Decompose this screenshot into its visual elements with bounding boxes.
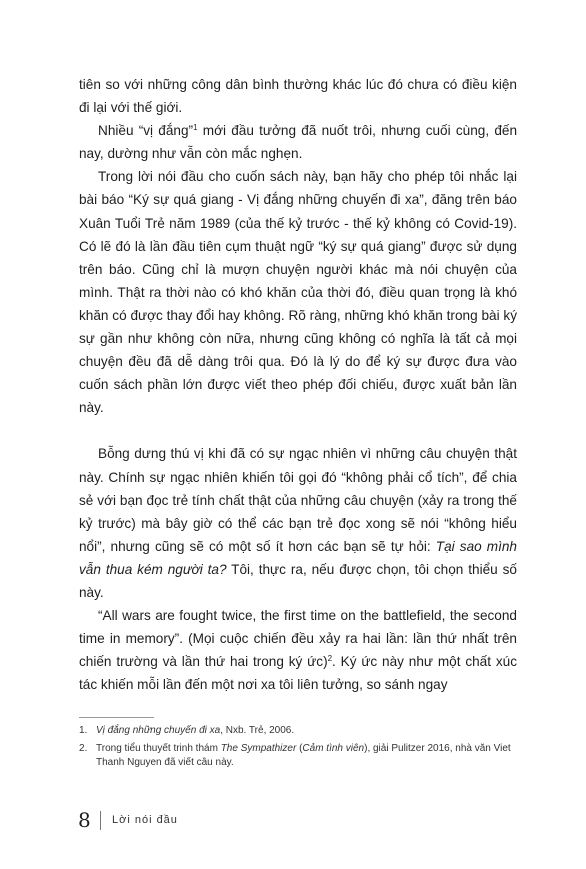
footnote-title: The Sympathizer: [220, 742, 297, 754]
footnote-ref: 2: [327, 654, 333, 664]
footnote-divider: [79, 717, 154, 718]
text-run: ), giải Pulitzer 2016, nhà văn Viet Thanh Nguyen đã viết câu này.: [96, 742, 511, 768]
text-run: Bỗng dưng thú vị khi đã có sự ngạc nhiên vì những câu chuyện thật này. Chính sự ngạc nhiên khiến tôi gọi đó “không phải cổ tích”, để chia sẻ với bạn đọc trẻ tính chất thật của những câu chuyện (xảy ra trong thế kỷ trước) mà bây giờ có thể các bạn trẻ đọc xong sẽ nói “không hiểu nổi”, nhưng cũng sẽ có một số ít hơn các bạn sẽ tự hỏi:: [79, 446, 517, 554]
text-run: “All wars are fought twice, the first time on the battlefield, the second time in memory”. (Mọi cuộc chiến đều xảy ra hai lần: lần thứ nhất trên chiến trường và lần thứ hai trong ký ức): [79, 608, 517, 670]
text-run: mới đầu tưởng đã nuốt trôi, nhưng cuối cùng, đến nay, dường như vẫn còn mắc nghẹn.: [79, 123, 518, 162]
footnote-ref: 1: [193, 123, 198, 133]
paragraph: [79, 604, 517, 696]
text-run: (: [296, 742, 303, 754]
page-number: 8: [78, 808, 91, 832]
text-run: . Ký ức này như một chất xúc tác khiến mỗi lần đến một nơi xa tôi liên tưởng, so sánh ngay: [79, 654, 517, 693]
paragraph: Trong lời nói đầu cho cuốn sách này, bạn hãy cho phép tôi nhắc lại bài báo “Ký sự quá giang - Vị đắng những chuyến đi xa”, đăng trên báo Xuân Tuổi Trẻ năm 1989 (của thế kỷ trước - thế kỷ không có Covid-19). Có lẽ đó là lần đầu tiên cụm thuật ngữ “ký sự quá giang” được sử dụng trên báo. Cũng chỉ là mượn chuyện người khác mà nói chuyện của mình. Thật ra thời nào có khó khăn của thời đó, điều quan trọng là khó khăn có được thay đổi hay không. Rõ ràng, những khó khăn trong bài ký sự gần như không còn nữa, nhưng cũng không có nghĩa là tất cả mọi chuyện đều đã dễ dàng trôi qua. Đó là lý do để ký sự được đưa vào cuốn sách phần lớn được viết theo phép đối chiếu, được xuất bản lần này.: [79, 169, 517, 416]
footnote-number: 2.: [79, 742, 88, 754]
footnote: [79, 742, 519, 771]
running-title: Lời nói đầu: [112, 814, 178, 826]
paragraph: [79, 442, 517, 604]
paragraph: [79, 119, 517, 165]
footer-divider: [100, 811, 101, 830]
paragraph: tiên so với những công dân bình thường khác lúc đó chưa có điều kiện đi lại với thế giới.: [79, 77, 517, 116]
footnote-number: 1.: [79, 725, 88, 736]
footnotes: [79, 724, 519, 774]
body-text: [79, 73, 517, 696]
footnote-title: Cảm tình viên: [302, 742, 365, 754]
footnote-text: [96, 724, 519, 739]
italic-question: Tại sao mình vẫn thua kém người ta?: [79, 538, 517, 577]
text-run: Tôi, thực ra, nếu được chọn, tôi chọn thiểu số này.: [79, 561, 517, 600]
footnote-title: Vị đắng những chuyến đi xa: [96, 725, 221, 736]
text-run: Nhiều “vị đắng”: [98, 123, 194, 139]
text-run: Trong tiểu thuyết trinh thám: [96, 742, 221, 754]
text-run: , Nxb. Trẻ, 2006.: [220, 725, 295, 736]
footnote: [79, 724, 519, 739]
footnote-text: [96, 742, 519, 771]
